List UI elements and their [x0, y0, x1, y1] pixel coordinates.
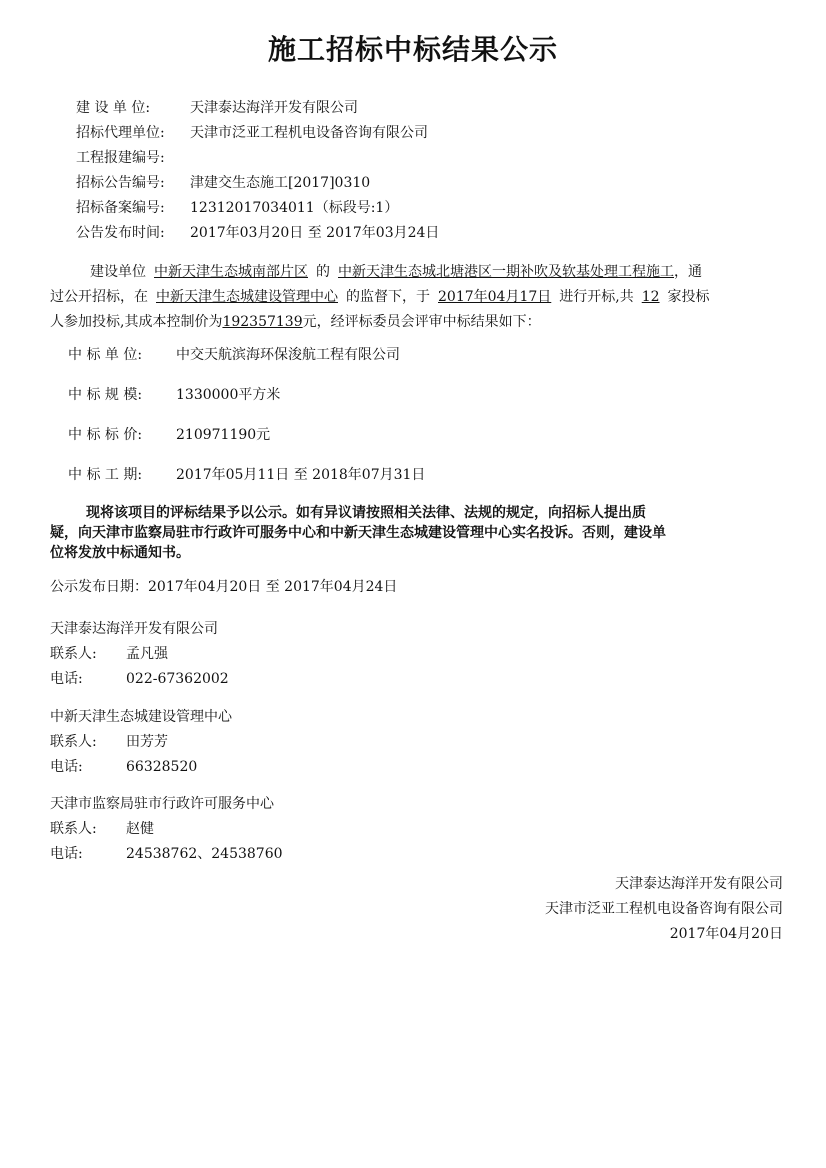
intro-text: 建设单位	[90, 264, 146, 280]
notice-line-2: 疑，向天津市监察局驻市行政许可服务中心和中新天津生态城建设管理中心实名投诉。否则，建设单	[50, 525, 666, 541]
intro-line-2	[50, 285, 806, 310]
supervisor-name: 中新天津生态城建设管理中心	[156, 289, 338, 305]
announcement-no-label: 招标公告编号:	[76, 175, 165, 191]
intro-text: 进行开标,共	[559, 289, 634, 305]
contact-person-label: 联系人:	[50, 734, 97, 750]
scale-value: 1330000平方米	[176, 387, 281, 403]
contact-org: 中新天津生态城建设管理中心	[50, 709, 232, 725]
intro-text: 元，经评标委员会评审中标结果如下：	[302, 314, 541, 330]
signature-block	[545, 872, 783, 947]
record-no-label: 招标备案编号:	[76, 200, 165, 216]
contact-phone-label: 电话:	[50, 846, 83, 862]
signature-org-1: 天津泰达海洋开发有限公司	[615, 876, 783, 892]
result-row-winner	[68, 343, 425, 383]
intro-line-1	[50, 260, 806, 285]
contact-phone: 66328520	[126, 759, 198, 775]
project-name: 中新天津生态城北塘港区一期补吹及软基处理工程施工	[338, 264, 674, 280]
bid-result	[68, 343, 425, 503]
contact-block	[50, 617, 229, 692]
construction-unit-value: 天津泰达海洋开发有限公司	[190, 100, 358, 116]
info-row-record-no	[76, 196, 439, 221]
winner-label: 中 标 单 位:	[68, 347, 143, 363]
info-row-construction-unit	[76, 96, 439, 121]
notice-line-1: 现将该项目的评标结果予以公示。如有异议请按照相关法律、法规的规定，向招标人提出质	[86, 505, 646, 521]
contact-person: 田芳芳	[126, 734, 168, 750]
intro-text: 过公开招标，在	[50, 289, 148, 305]
contact-phone-row	[50, 842, 283, 867]
contact-person: 赵健	[126, 821, 154, 837]
contact-phone: 24538762、24538760	[126, 846, 283, 862]
info-row-project-no	[76, 146, 439, 171]
signature-org-2: 天津市泛亚工程机电设备咨询有限公司	[545, 901, 783, 917]
record-no-value: 12312017034011（标段号:1）	[190, 200, 399, 216]
info-row-announcement-no	[76, 171, 439, 196]
period-label: 中 标 工 期:	[68, 467, 143, 483]
contact-phone-label: 电话:	[50, 759, 83, 775]
contact-person-label: 联系人:	[50, 821, 97, 837]
announcement-no-value: 津建交生态施工[2017]0310	[190, 175, 371, 191]
publicity-period: 公示发布日期：2017年04月20日 至 2017年04月24日	[50, 579, 398, 595]
project-no-label: 工程报建编号:	[76, 150, 165, 166]
contact-person-row	[50, 730, 232, 755]
notice-line-3: 位将发放中标通知书。	[50, 545, 190, 561]
price-label: 中 标 标 价:	[68, 427, 143, 443]
contact-person-label: 联系人:	[50, 646, 97, 662]
owner-name: 中新天津生态城南部片区	[154, 264, 308, 280]
contact-phone-label: 电话:	[50, 671, 83, 687]
contact-phone-row	[50, 755, 232, 780]
scale-label: 中 标 规 模:	[68, 387, 143, 403]
contact-block	[50, 705, 232, 780]
objection-notice	[50, 503, 790, 563]
open-date: 2017年04月17日	[438, 289, 552, 305]
contact-block	[50, 792, 283, 867]
winner-value: 中交天航滨海环保浚航工程有限公司	[176, 347, 400, 363]
intro-text: 家投标	[667, 289, 710, 305]
agency-label: 招标代理单位:	[76, 125, 165, 141]
intro-text: 人参加投标,其成本控制价为	[50, 314, 223, 330]
result-row-period	[68, 463, 425, 503]
period-value: 2017年05月11日 至 2018年07月31日	[176, 467, 426, 483]
intro-paragraph	[50, 260, 806, 335]
contact-phone-row	[50, 667, 229, 692]
publish-time-label: 公告发布时间:	[76, 225, 165, 241]
intro-text: ，通	[674, 264, 702, 280]
publish-time-value: 2017年03月20日 至 2017年03月24日	[190, 225, 440, 241]
bidder-count: 12	[641, 289, 660, 305]
contact-person-row	[50, 642, 229, 667]
agency-value: 天津市泛亚工程机电设备咨询有限公司	[190, 125, 428, 141]
info-row-agency	[76, 121, 439, 146]
contact-person: 孟凡强	[126, 646, 168, 662]
intro-line-3	[50, 310, 806, 335]
contact-org: 天津市监察局驻市行政许可服务中心	[50, 796, 274, 812]
page-title: 施工招标中标结果公示	[267, 33, 558, 66]
info-row-publish-time	[76, 221, 439, 246]
contact-org: 天津泰达海洋开发有限公司	[50, 621, 218, 637]
contact-phone: 022-67362002	[126, 671, 229, 687]
price-value: 210971190元	[176, 427, 271, 443]
intro-text: 的	[316, 264, 330, 280]
signature-date: 2017年04月20日	[669, 926, 783, 942]
contact-person-row	[50, 817, 283, 842]
cost-control-price: 192357139	[222, 314, 303, 330]
intro-text: 的监督下，于	[346, 289, 430, 305]
project-info	[76, 96, 439, 246]
construction-unit-label: 建 设 单 位:	[76, 100, 151, 116]
result-row-scale	[68, 383, 425, 423]
result-row-price	[68, 423, 425, 463]
